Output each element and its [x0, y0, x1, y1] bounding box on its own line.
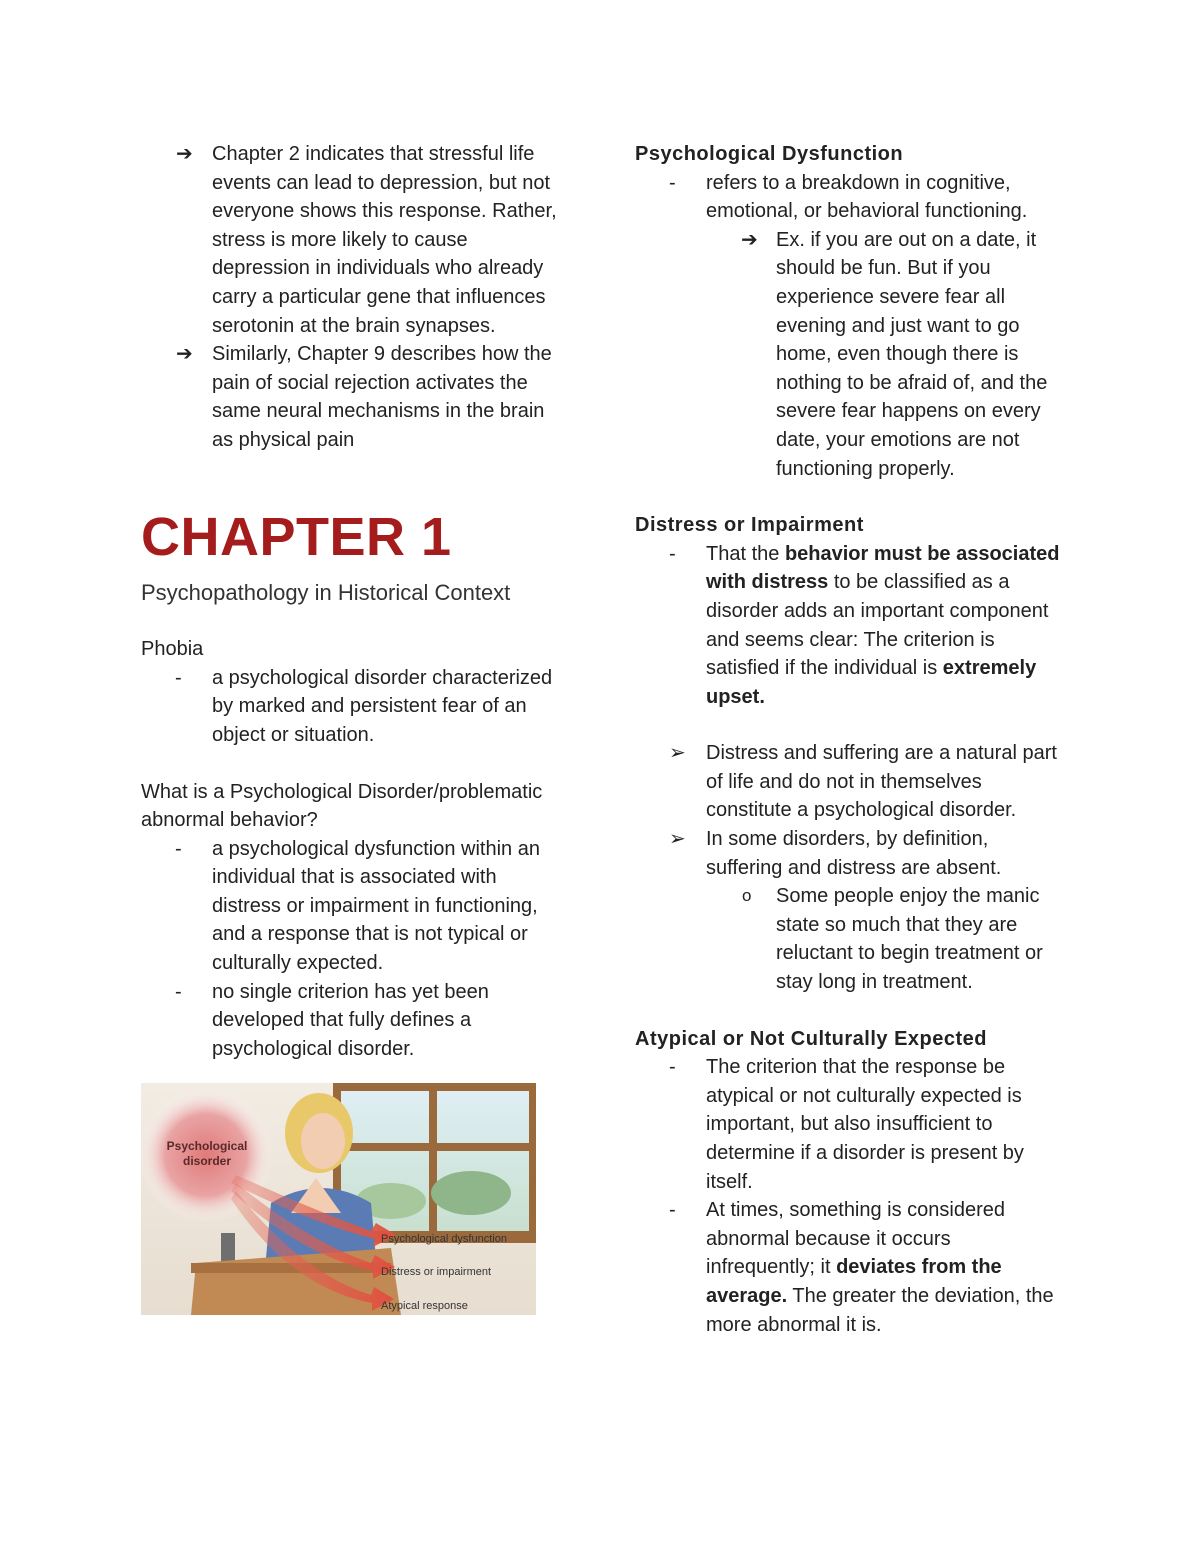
paragraph-text: In some disorders, by definition, suffering and distress are absent.	[706, 828, 1002, 879]
list-item	[635, 226, 1065, 483]
question-heading: What is a Psychological Disorder/problematic abnormal behavior?	[141, 780, 543, 832]
paragraph-text: Distress and suffering are a natural part of life and do not in themselves constitute a psychological disorder.	[706, 742, 1057, 822]
chapter-title: CHAPTER 1	[141, 506, 452, 567]
list-item	[635, 882, 1065, 996]
text-run: At times, something is considered abnormal because it occurs infrequently; it	[706, 1199, 1006, 1279]
triangle-bullet-icon: ➢	[669, 742, 686, 765]
psychological-disorder-figure	[141, 1083, 536, 1315]
text-run: That the	[706, 542, 785, 565]
section-heading: Distress or Impairment	[635, 514, 864, 537]
section-heading: Psychological Dysfunction	[635, 143, 904, 165]
text-run: to be classified as a disorder adds an important component and seems clear: The criterion is satisfied if the individual is	[706, 571, 1049, 680]
triangle-bullet-icon: ➢	[669, 828, 686, 851]
arrow-bullet-icon: ➔	[176, 343, 193, 366]
paragraph-text: Similarly, Chapter 9 describes how the pain of social rejection activates the same neural mechanisms in the brain as physical pain	[212, 343, 552, 451]
bold-text: behavior must be associated with distress	[706, 542, 1060, 594]
list-item	[635, 1053, 1065, 1196]
dash-bullet: -	[175, 837, 182, 860]
list-item	[635, 739, 1065, 825]
figure-arrow-label: Distress or impairment	[381, 1266, 492, 1279]
paragraph-text: Chapter 2 indicates that stressful life events can lead to depression, but not everyone shows this response. Rather, stress is more likely to cause depression in individuals who already carry a particular gene that influences serotonin at the brain synapses.	[212, 143, 557, 337]
list-item	[141, 140, 571, 340]
phobia-heading: Phobia	[141, 638, 204, 661]
list-item	[141, 664, 571, 750]
list-item	[141, 340, 571, 454]
list-item	[635, 540, 1065, 712]
arrow-bullet-icon: ➔	[176, 143, 193, 165]
dash-bullet: -	[669, 542, 676, 565]
dash-bullet: -	[669, 1199, 676, 1222]
dash-bullet: -	[669, 171, 676, 194]
circle-bullet-icon: o	[742, 886, 752, 906]
figure-arrow-label: Psychological dysfunction	[381, 1233, 507, 1246]
paragraph-text: Some people enjoy the manic state so much that they are reluctant to begin treatment or stay long in treatment.	[776, 885, 1043, 994]
phobia-definition: a psychological disorder characterized by marked and persistent fear of an object or situation.	[212, 666, 553, 746]
dash-bullet: -	[175, 666, 182, 689]
paragraph-text: no single criterion has yet been developed that fully defines a psychological disorder.	[212, 980, 489, 1060]
list-item	[141, 835, 571, 978]
paragraph-text: The criterion that the response be atypical or not culturally expected is important, but also insufficient to determine if a disorder is present by itself.	[706, 1056, 1024, 1193]
list-item	[141, 978, 571, 1064]
dash-bullet: -	[175, 980, 182, 1003]
list-item	[635, 1196, 1065, 1339]
dash-bullet: -	[669, 1056, 676, 1079]
chapter-subtitle: Psychopathology in Historical Context	[141, 579, 511, 605]
bold-text: deviates from the average.	[706, 1256, 1002, 1307]
figure-arrow-label: Atypical response	[381, 1300, 468, 1313]
paragraph-text	[706, 543, 1059, 708]
list-item	[635, 169, 1065, 226]
section-heading: Atypical or Not Culturally Expected	[635, 1027, 988, 1050]
paragraph-text	[706, 1199, 1054, 1335]
text-run: The greater the deviation, the more abnormal it is.	[706, 1284, 1054, 1336]
right-column	[635, 140, 1065, 1339]
paragraph-text: refers to a breakdown in cognitive, emotional, or behavioral functioning.	[706, 171, 1028, 223]
paragraph-text: Ex. if you are out on a date, it should be fun. But if you experience severe fear all evening and just want to go home, even though there is nothing to be afraid of, and the severe fear happens on every date, your emotions are not functioning properly.	[776, 228, 1048, 480]
left-column	[141, 140, 571, 1315]
paragraph-text: a psychological dysfunction within an individual that is associated with distress or impairment in functioning, and a response that is not typical or culturally expected.	[212, 837, 540, 975]
list-item	[635, 825, 1065, 882]
figure-badge-label: Psychological disorder	[166, 1139, 248, 1169]
arrow-bullet-icon: ➔	[741, 228, 758, 251]
bold-text: extremely upset.	[706, 657, 1037, 708]
